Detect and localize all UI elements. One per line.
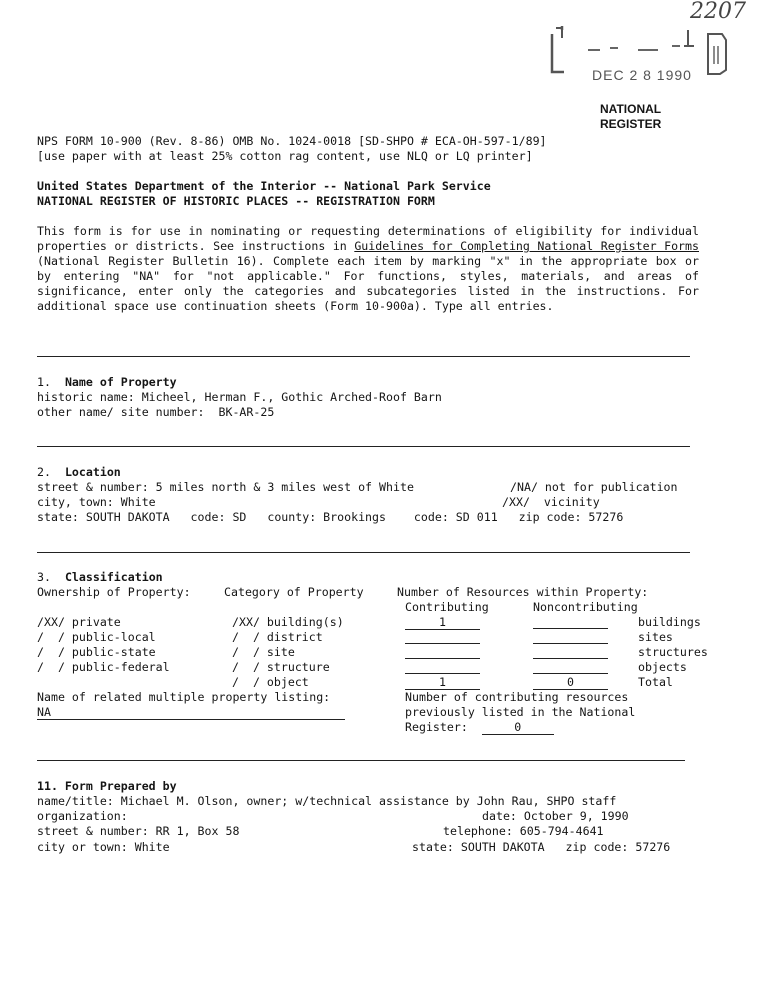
ownership-public-federal: / / public-federal: [37, 660, 170, 674]
handwritten-number: 2207: [690, 0, 746, 24]
vicinity: /XX/ vicinity: [502, 495, 600, 509]
resource-label-buildings: buildings: [638, 615, 701, 629]
contributing-objects: [405, 660, 480, 674]
section-3-title: Classification: [64, 570, 163, 584]
noncontributing-sites: [533, 630, 608, 644]
contributing-sites: [405, 630, 480, 644]
resource-label-objects: objects: [638, 660, 687, 674]
historic-name: historic name: Micheel, Herman F., Gothic Arched-Roof Barn: [37, 390, 442, 404]
instructions-text-2: (National Register Bulletin 16). Complete each item by marking "x" in the appropriate box or by entering "NA" for "not applicable." For functions, styles, materials, and areas of significance, enter only the categories and subcategories listed in the instructions. For additional space use continuation sheets (Form 10-900a). Type all entries.: [37, 254, 699, 313]
previously-listed-label: Register:: [405, 720, 468, 734]
section-2-number: 2.: [37, 465, 51, 479]
preparer-state-zip: state: SOUTH DAKOTA zip code: 57276: [412, 840, 671, 854]
section-1-title: Name of Property: [64, 375, 177, 389]
ownership-header: Ownership of Property:: [37, 585, 191, 599]
preparer-city: city or town: White: [37, 840, 170, 854]
preparer-street: street & number: RR 1, Box 58: [37, 824, 240, 838]
resource-label-total: Total: [638, 675, 673, 689]
previously-listed-line1: Number of contributing resources: [405, 690, 629, 704]
form-title: NATIONAL REGISTER OF HISTORIC PLACES -- REGISTRATION FORM: [37, 194, 435, 208]
category-site: / / site: [232, 645, 295, 659]
section-2-heading: [37, 465, 121, 480]
department-line: United States Department of the Interior -- National Park Service: [37, 179, 491, 193]
instructions-paragraph: [37, 224, 699, 314]
section-3-heading: [37, 570, 163, 585]
previously-listed-line2: previously listed in the National: [405, 705, 636, 719]
noncontributing-header: Noncontributing: [533, 600, 638, 614]
resource-row-total: [405, 675, 480, 690]
category-header: Category of Property: [224, 585, 364, 599]
state-county-zip: state: SOUTH DAKOTA code: SD county: Brookings code: SD 011 zip code: 57276: [37, 510, 624, 524]
resource-row-buildings: [405, 615, 480, 630]
ownership-public-local: / / public-local: [37, 630, 156, 644]
organization: organization:: [37, 809, 128, 823]
resource-label-sites: sites: [638, 630, 673, 644]
previously-listed-value: 0: [482, 721, 554, 735]
related-listing-value: NA: [37, 706, 345, 720]
noncontributing-structures: [533, 645, 608, 659]
noncontributing-total: 0: [533, 676, 608, 690]
contributing-buildings: 1: [405, 616, 480, 630]
contributing-total: 1: [405, 676, 480, 690]
city-town: city, town: White: [37, 495, 156, 509]
category-buildings: /XX/ building(s): [232, 615, 344, 629]
category-structure: / / structure: [232, 660, 330, 674]
street-number: street & number: 5 miles north & 3 miles west of White: [37, 480, 414, 494]
contributing-structures: [405, 645, 480, 659]
national-register-stamp-line1: NATIONAL: [600, 102, 662, 116]
noncontributing-objects: [533, 660, 608, 674]
section-3-number: 3.: [37, 570, 51, 584]
noncontributing-buildings: [533, 615, 608, 629]
category-object: / / object: [232, 675, 309, 689]
preparer-telephone: telephone: 605-794-4641: [443, 824, 604, 838]
section-divider: [37, 552, 690, 553]
section-11-title: 11. Form Prepared by: [37, 779, 177, 793]
paper-instruction-line: [use paper with at least 25% cotton rag content, use NLQ or LQ printer]: [37, 149, 533, 163]
preparer-name-title: name/title: Michael M. Olson, owner; w/technical assistance by John Rau, SHPO staff: [37, 794, 617, 808]
noncontributing-total-cell: [533, 675, 608, 690]
ownership-public-state: / / public-state: [37, 645, 156, 659]
form-number-line: NPS FORM 10-900 (Rev. 8-86) OMB No. 1024-0018 [SD-SHPO # ECA-OH-597-1/89]: [37, 134, 547, 148]
section-1-heading: [37, 375, 177, 390]
not-for-publication: /NA/ not for publication: [510, 480, 678, 494]
ownership-private: /XX/ private: [37, 615, 121, 629]
contributing-header: Contributing: [405, 600, 489, 614]
section-divider: [37, 760, 685, 761]
category-district: / / district: [232, 630, 323, 644]
receipt-stamp: [548, 24, 730, 84]
guidelines-reference: Guidelines for Completing National Register Forms: [354, 239, 699, 253]
previously-listed-register: [405, 720, 554, 735]
instructions-text-1: This form is for use in nominating or requesting determinations of eligibility for individual properties or districts. See instructions in: [37, 224, 699, 253]
resources-header: Number of Resources within Property:: [397, 585, 649, 599]
national-register-stamp-line2: REGISTER: [600, 117, 662, 131]
other-name: other name/ site number: BK-AR-25: [37, 405, 275, 419]
resource-label-structures: structures: [638, 645, 708, 659]
stamp-date: DEC 2 8 1990: [592, 67, 692, 83]
related-listing-label: Name of related multiple property listing:: [37, 690, 331, 704]
prepared-date: date: October 9, 1990: [482, 809, 629, 823]
section-2-title: Location: [64, 465, 121, 479]
section-divider: [37, 356, 690, 357]
related-listing-field: [37, 705, 345, 720]
section-divider: [37, 446, 690, 447]
section-1-number: 1.: [37, 375, 51, 389]
